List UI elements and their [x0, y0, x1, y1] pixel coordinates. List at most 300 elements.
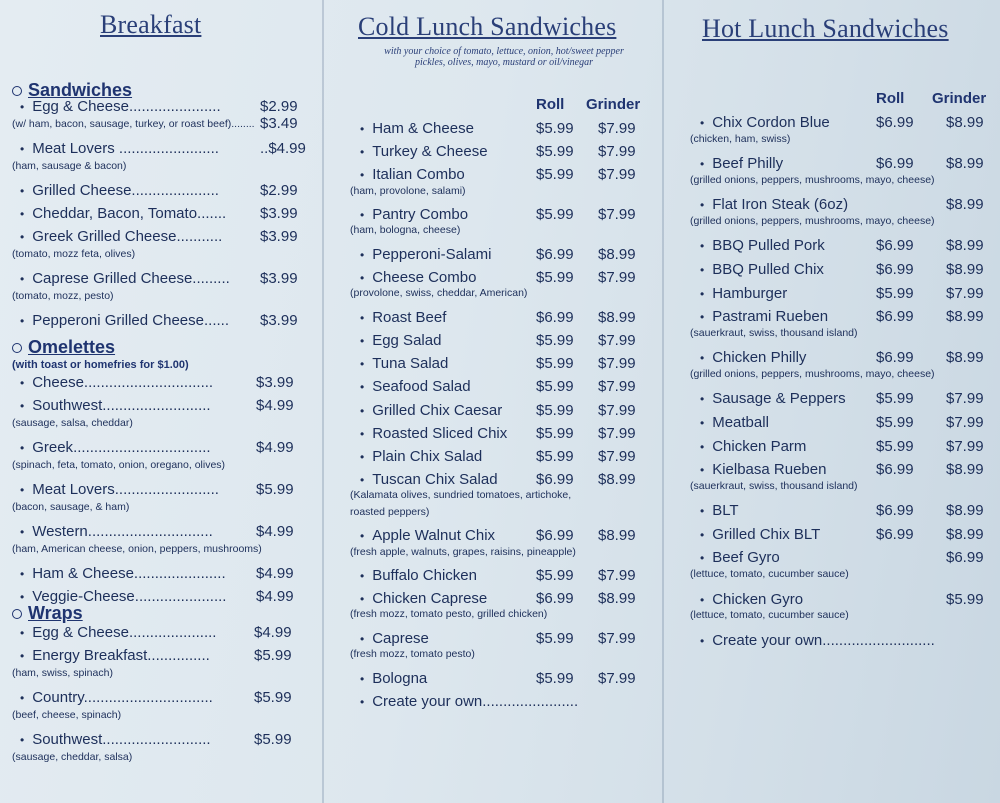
bullet-icon: • [360, 247, 365, 262]
grinder-price: $7.99 [598, 567, 636, 584]
bullet-icon: • [700, 439, 705, 454]
roll-price: $6.99 [876, 260, 914, 278]
item-description: (fresh mozz, tomato pesto) [350, 648, 475, 661]
bullet-icon: • [700, 527, 705, 542]
menu-item [20, 98, 221, 115]
item-description: (w/ ham, bacon, sausage, turkey, or roast beef)........ [12, 118, 255, 130]
roll-price: $6.99 [876, 502, 914, 520]
roll-price: $6.99 [876, 237, 914, 255]
item-price: $2.99 [260, 182, 298, 199]
item-name: Chicken Gyro [712, 590, 804, 608]
item-description: (grilled onions, peppers, mushrooms, mayo, cheese) [690, 214, 935, 227]
menu-item [700, 591, 803, 608]
roll-price: $5.99 [536, 424, 574, 442]
roll-column-header: Roll [876, 90, 905, 107]
roll-price: $5.99 [536, 567, 574, 584]
grinder-price: $7.99 [598, 269, 636, 286]
item-description: (beef, cheese, spinach) [12, 709, 122, 721]
bullet-icon: • [360, 403, 365, 418]
item-name: Grilled Chix BLT [712, 525, 821, 543]
item-price: $3.49 [260, 115, 298, 132]
dot-leader: ...... [203, 312, 229, 329]
dot-leader: ............................... [83, 689, 213, 706]
grinder-price: $8.99 [946, 308, 984, 326]
menu-item [360, 143, 488, 160]
grinder-price: $8.99 [946, 114, 984, 131]
menu-item [700, 390, 846, 407]
bullet-icon: • [20, 649, 25, 663]
item-name: Pepperoni-Salami [372, 245, 492, 263]
item-name: Chix Cordon Blue [712, 114, 830, 131]
menu-item [700, 349, 806, 366]
roll-price: $5.99 [876, 413, 914, 431]
menu-item [360, 309, 446, 326]
cold-lunch-column [324, 0, 662, 803]
roll-price: $6.99 [876, 114, 914, 131]
menu-item [360, 670, 427, 687]
bullet-icon: • [360, 145, 365, 160]
menu-item [20, 270, 230, 287]
grinder-price: $7.99 [598, 206, 636, 224]
dot-leader: ........................... [822, 631, 935, 649]
roll-price: $6.99 [876, 308, 914, 326]
bullet-icon: • [360, 380, 365, 395]
bullet-circle-icon [12, 609, 22, 619]
menu-item [360, 206, 468, 223]
item-name: Plain Chix Salad [372, 447, 483, 465]
dot-leader: ........... [176, 228, 223, 245]
grinder-price: $8.99 [946, 260, 984, 278]
grinder-price: $8.99 [598, 527, 636, 545]
roll-price: $5.99 [536, 331, 574, 349]
item-name: Energy Breakfast [32, 647, 148, 664]
grinder-price: $7.99 [598, 331, 636, 349]
bullet-icon: • [700, 551, 705, 566]
item-price: $3.99 [260, 205, 298, 222]
roll-column-header: Roll [536, 96, 565, 113]
item-name: Southwest [32, 731, 103, 748]
item-name: Chicken Philly [712, 349, 807, 367]
menu-item [700, 114, 830, 131]
item-name: Sausage & Peppers [712, 390, 846, 408]
item-name: Apple Walnut Chix [372, 527, 496, 545]
item-name: Grilled Cheese [32, 182, 132, 199]
item-name: Turkey & Cheese [372, 143, 488, 161]
item-price: $5.99 [256, 481, 294, 498]
item-description: (sausage, cheddar, salsa) [12, 751, 133, 763]
menu-item [700, 461, 826, 478]
bullet-icon: • [20, 441, 25, 455]
menu-item [20, 140, 219, 157]
item-price: $3.99 [260, 312, 298, 329]
dot-leader: ........................ [114, 140, 219, 157]
item-description: (fresh mozz, tomato pesto, grilled chicken) [350, 608, 548, 621]
grinder-price: $8.99 [598, 245, 636, 263]
item-description: (bacon, sausage, & ham) [12, 501, 130, 513]
item-name: Caprese Grilled Cheese [32, 270, 193, 287]
item-description: (grilled onions, peppers, mushrooms, mayo, cheese) [690, 367, 935, 380]
item-name: Tuna Salad [372, 355, 449, 373]
bullet-icon: • [360, 426, 365, 441]
bullet-icon: • [20, 230, 25, 244]
roll-price: $5.99 [536, 447, 574, 465]
menu-item [20, 374, 213, 391]
bullet-icon: • [20, 525, 25, 539]
bullet-icon: • [360, 473, 365, 488]
dot-leader: ................................. [73, 439, 211, 456]
dot-leader: ...................... [128, 98, 221, 115]
menu-item [360, 402, 502, 419]
item-price: $3.99 [256, 374, 294, 391]
menu-item [20, 523, 213, 540]
item-name: Buffalo Chicken [372, 567, 477, 584]
item-description: (sauerkraut, swiss, thousand island) [690, 326, 858, 339]
grinder-price: $8.99 [946, 525, 984, 543]
bullet-icon: • [20, 142, 25, 156]
omelettes-heading: Omelettes [12, 337, 115, 358]
bullet-icon: • [20, 483, 25, 497]
bullet-icon: • [700, 262, 705, 277]
grinder-price: $7.99 [598, 401, 636, 419]
hot-lunch-column [664, 0, 1000, 803]
item-name: Country [32, 689, 84, 706]
item-name: Meat Lovers [32, 481, 115, 498]
bullet-icon: • [700, 116, 705, 130]
item-name: Meat Lovers [32, 140, 115, 157]
item-price: $5.99 [254, 689, 292, 706]
roll-price: $5.99 [536, 206, 574, 224]
menu-item [700, 632, 935, 649]
cold-lunch-title: Cold Lunch Sandwiches [358, 12, 617, 41]
item-name: Western [32, 523, 88, 540]
item-description: (Kalamata olives, sundried tomatoes, artichoke, [350, 489, 572, 502]
item-name: Egg & Cheese [32, 624, 129, 641]
bullet-icon: • [20, 691, 25, 705]
bullet-icon: • [20, 376, 25, 390]
menu-item [360, 355, 448, 372]
dot-leader: ......................... [114, 481, 219, 498]
breakfast-column [0, 0, 322, 803]
wraps-heading: Wraps [12, 603, 83, 624]
dot-leader: ...................... [134, 588, 227, 605]
item-name: Meatball [712, 413, 769, 431]
bullet-icon: • [700, 310, 705, 325]
item-name: Egg & Cheese [32, 98, 129, 115]
subtitle-line: with your choice of tomato, lettuce, onion, hot/sweet pepper [384, 46, 624, 57]
bullet-icon: • [360, 357, 365, 372]
dot-leader: ...................... [133, 565, 226, 582]
bullet-icon: • [20, 207, 25, 221]
grinder-price: $7.99 [598, 669, 636, 687]
grinder-price: $7.99 [598, 166, 636, 184]
item-name: Create your own [712, 631, 823, 649]
bullet-icon: • [360, 631, 365, 646]
roll-price: $6.99 [536, 527, 574, 545]
roll-price: $6.99 [876, 349, 914, 367]
grinder-column-header: Grinder [932, 90, 987, 107]
bullet-icon: • [360, 310, 365, 325]
menu-item [360, 378, 471, 395]
item-name: Greek Grilled Cheese [32, 228, 177, 245]
bullet-icon: • [700, 351, 705, 366]
menu-item [20, 228, 222, 245]
dot-leader: ............... [147, 647, 210, 664]
bullet-icon: • [700, 415, 705, 430]
item-name: Beef Gyro [712, 549, 780, 567]
grinder-price: $7.99 [598, 424, 636, 442]
menu-item [360, 166, 465, 183]
bullet-icon: • [700, 392, 705, 407]
item-name: Create your own [372, 692, 483, 710]
bullet-icon: • [20, 733, 25, 747]
dot-leader: ..................... [128, 624, 217, 641]
dot-leader: ......... [192, 270, 230, 287]
item-name: Pastrami Rueben [712, 308, 829, 326]
item-name: Italian Combo [372, 166, 465, 184]
item-name: Egg Salad [372, 331, 442, 349]
item-name: Grilled Chix Caesar [372, 401, 503, 419]
menu-item [700, 285, 787, 302]
item-name: Ham & Cheese [372, 120, 474, 137]
item-price: $5.99 [254, 647, 292, 664]
menu-item [20, 439, 211, 456]
item-name: Kielbasa Rueben [712, 461, 827, 479]
bullet-icon: • [20, 399, 25, 413]
roll-price: $6.99 [536, 471, 574, 489]
menu-item [360, 448, 482, 465]
menu-item [20, 397, 211, 414]
item-name: Seafood Salad [372, 378, 471, 396]
bullet-icon: • [360, 168, 365, 183]
grinder-price: $8.99 [946, 237, 984, 255]
item-price: $4.99 [256, 588, 294, 605]
menu-item [360, 527, 495, 544]
breakfast-title: Breakfast [100, 10, 202, 39]
item-description: (ham, provolone, salami) [350, 184, 466, 197]
roll-price: $5.99 [536, 355, 574, 373]
item-name: Bologna [372, 669, 428, 687]
menu-item [20, 731, 211, 748]
item-name: BBQ Pulled Chix [712, 260, 824, 278]
item-name: Cheese [32, 374, 84, 391]
item-price: ..$4.99 [260, 140, 306, 157]
roll-price: $5.99 [536, 166, 574, 184]
item-name: Chicken Parm [712, 437, 807, 455]
menu-item [20, 689, 213, 706]
item-description: (spinach, feta, tomato, onion, oregano, olives) [12, 459, 226, 471]
bullet-icon: • [360, 592, 365, 607]
grinder-price: $6.99 [946, 549, 984, 567]
bullet-icon: • [360, 122, 365, 136]
grinder-price: $8.99 [598, 471, 636, 489]
grinder-price: $7.99 [598, 120, 636, 137]
bullet-icon: • [360, 208, 365, 223]
sandwiches-heading: Sandwiches [12, 80, 132, 101]
bullet-circle-icon [12, 343, 22, 353]
item-price: $3.99 [260, 270, 298, 287]
roll-price: $5.99 [536, 669, 574, 687]
grinder-price: $5.99 [946, 590, 984, 608]
menu-item [700, 438, 806, 455]
menu-item [20, 312, 229, 329]
bullet-icon: • [700, 198, 705, 213]
item-description: (ham, bologna, cheese) [350, 224, 461, 237]
roll-price: $5.99 [536, 629, 574, 647]
menu-item [360, 269, 476, 286]
item-description: (chicken, ham, swiss) [690, 132, 791, 145]
item-description: (grilled onions, peppers, mushrooms, mayo, cheese) [690, 173, 935, 186]
dot-leader: .......................... [102, 397, 211, 414]
item-description: (fresh apple, walnuts, grapes, raisins, pineapple) [350, 545, 576, 558]
omelettes-note: (with toast or homefries for $1.00) [12, 359, 189, 371]
item-name: Beef Philly [712, 155, 784, 173]
bullet-icon: • [700, 286, 705, 301]
cold-lunch-subtitle [344, 46, 664, 68]
item-description: (tomato, mozz, pesto) [12, 290, 114, 302]
roll-price: $6.99 [536, 245, 574, 263]
bullet-icon: • [360, 694, 365, 709]
menu-item [360, 332, 441, 349]
dot-leader: .......................... [102, 731, 211, 748]
item-name: Hamburger [712, 284, 788, 302]
item-description: (provolone, swiss, cheddar, American) [350, 287, 528, 300]
item-price: $4.99 [256, 397, 294, 414]
item-name: Cheese Combo [372, 269, 477, 286]
item-name: Cheddar, Bacon, Tomato [32, 205, 198, 222]
grinder-price: $7.99 [598, 378, 636, 396]
item-description: (lettuce, tomato, cucumber sauce) [690, 568, 849, 580]
dot-leader: ............................... [83, 374, 214, 391]
menu-item [700, 549, 780, 566]
menu-item [360, 246, 491, 263]
menu-item [700, 196, 848, 213]
grinder-price: $7.99 [946, 413, 984, 431]
menu-item [360, 425, 507, 442]
grinder-price: $8.99 [598, 308, 636, 326]
item-name: Southwest [32, 397, 103, 414]
item-price: $2.99 [260, 98, 298, 115]
grinder-price: $7.99 [598, 355, 636, 373]
roll-price: $6.99 [536, 308, 574, 326]
grinder-price: $7.99 [598, 143, 636, 161]
bullet-icon: • [700, 504, 705, 519]
bullet-circle-icon [12, 86, 22, 96]
roll-price: $5.99 [876, 284, 914, 302]
menu-item [700, 502, 739, 519]
grinder-price: $8.99 [946, 196, 984, 214]
bullet-icon: • [20, 590, 25, 604]
grinder-column-header: Grinder [586, 96, 641, 113]
bullet-icon: • [700, 157, 705, 172]
menu-item [20, 481, 219, 498]
item-name: Pepperoni Grilled Cheese [32, 312, 204, 329]
bullet-icon: • [360, 333, 365, 348]
item-name: Roast Beef [372, 308, 447, 326]
grinder-price: $8.99 [946, 155, 984, 173]
item-description: (tomato, mozz feta, olives) [12, 248, 136, 260]
grinder-price: $8.99 [946, 349, 984, 367]
bullet-icon: • [700, 633, 705, 648]
item-price: $5.99 [254, 731, 292, 748]
bullet-icon: • [20, 100, 25, 114]
item-name: BLT [712, 502, 739, 520]
item-description: (sauerkraut, swiss, thousand island) [690, 479, 858, 492]
item-name: Chicken Caprese [372, 590, 488, 608]
item-price: $4.99 [256, 439, 294, 456]
grinder-price: $7.99 [946, 284, 984, 302]
grinder-price: $8.99 [946, 461, 984, 479]
bullet-icon: • [700, 592, 705, 607]
bullet-icon: • [20, 272, 25, 286]
menu-item [20, 647, 210, 664]
roll-price: $6.99 [876, 525, 914, 543]
item-description: (lettuce, tomato, cucumber sauce) [690, 609, 849, 622]
dot-leader: ....... [197, 205, 227, 222]
roll-price: $5.99 [876, 390, 914, 408]
menu-item [360, 590, 487, 607]
item-name: BBQ Pulled Pork [712, 237, 825, 255]
roll-price: $5.99 [876, 437, 914, 455]
roll-price: $6.99 [876, 461, 914, 479]
item-description: (ham, swiss, spinach) [12, 667, 113, 679]
roll-price: $5.99 [536, 143, 574, 161]
subtitle-line: pickles, olives, mayo, mustard or oil/vinegar [415, 57, 593, 68]
item-name: Tuscan Chix Salad [372, 471, 498, 489]
bullet-icon: • [360, 529, 365, 544]
roll-price: $5.99 [536, 120, 574, 137]
dot-leader: ....................... [482, 692, 579, 710]
item-name: Pantry Combo [372, 206, 469, 224]
item-name: Roasted Sliced Chix [372, 424, 508, 442]
grinder-price: $7.99 [946, 437, 984, 455]
menu-item [360, 120, 474, 137]
menu-item [360, 567, 477, 584]
item-price: $4.99 [254, 624, 292, 641]
menu-item [700, 308, 828, 325]
grinder-price: $7.99 [598, 629, 636, 647]
item-name: Ham & Cheese [32, 565, 134, 582]
bullet-icon: • [700, 463, 705, 478]
item-name: Veggie-Cheese [32, 588, 135, 605]
grinder-price: $7.99 [598, 447, 636, 465]
bullet-icon: • [360, 671, 365, 686]
item-name: Greek [32, 439, 74, 456]
grinder-price: $8.99 [598, 590, 636, 608]
bullet-icon: • [360, 271, 365, 285]
menu-item [700, 414, 769, 431]
bullet-icon: • [20, 314, 25, 328]
menu-item [360, 693, 578, 710]
roll-price: $6.99 [536, 590, 574, 608]
item-price: $4.99 [256, 523, 294, 540]
grinder-price: $8.99 [946, 502, 984, 520]
menu-item [360, 630, 429, 647]
menu-item [20, 205, 226, 222]
item-name: Caprese [372, 629, 429, 647]
roll-price: $5.99 [536, 378, 574, 396]
bullet-icon: • [360, 449, 365, 464]
menu-item [20, 565, 226, 582]
bullet-icon: • [700, 239, 705, 254]
menu-item [700, 237, 825, 254]
item-description: (ham, American cheese, onion, peppers, mushrooms) [12, 543, 262, 555]
menu-item [360, 471, 498, 488]
roll-price: $6.99 [876, 155, 914, 173]
roll-price: $5.99 [536, 269, 574, 286]
dot-leader: ..................... [131, 182, 219, 199]
bullet-icon: • [20, 626, 25, 640]
bullet-icon: • [20, 567, 25, 581]
